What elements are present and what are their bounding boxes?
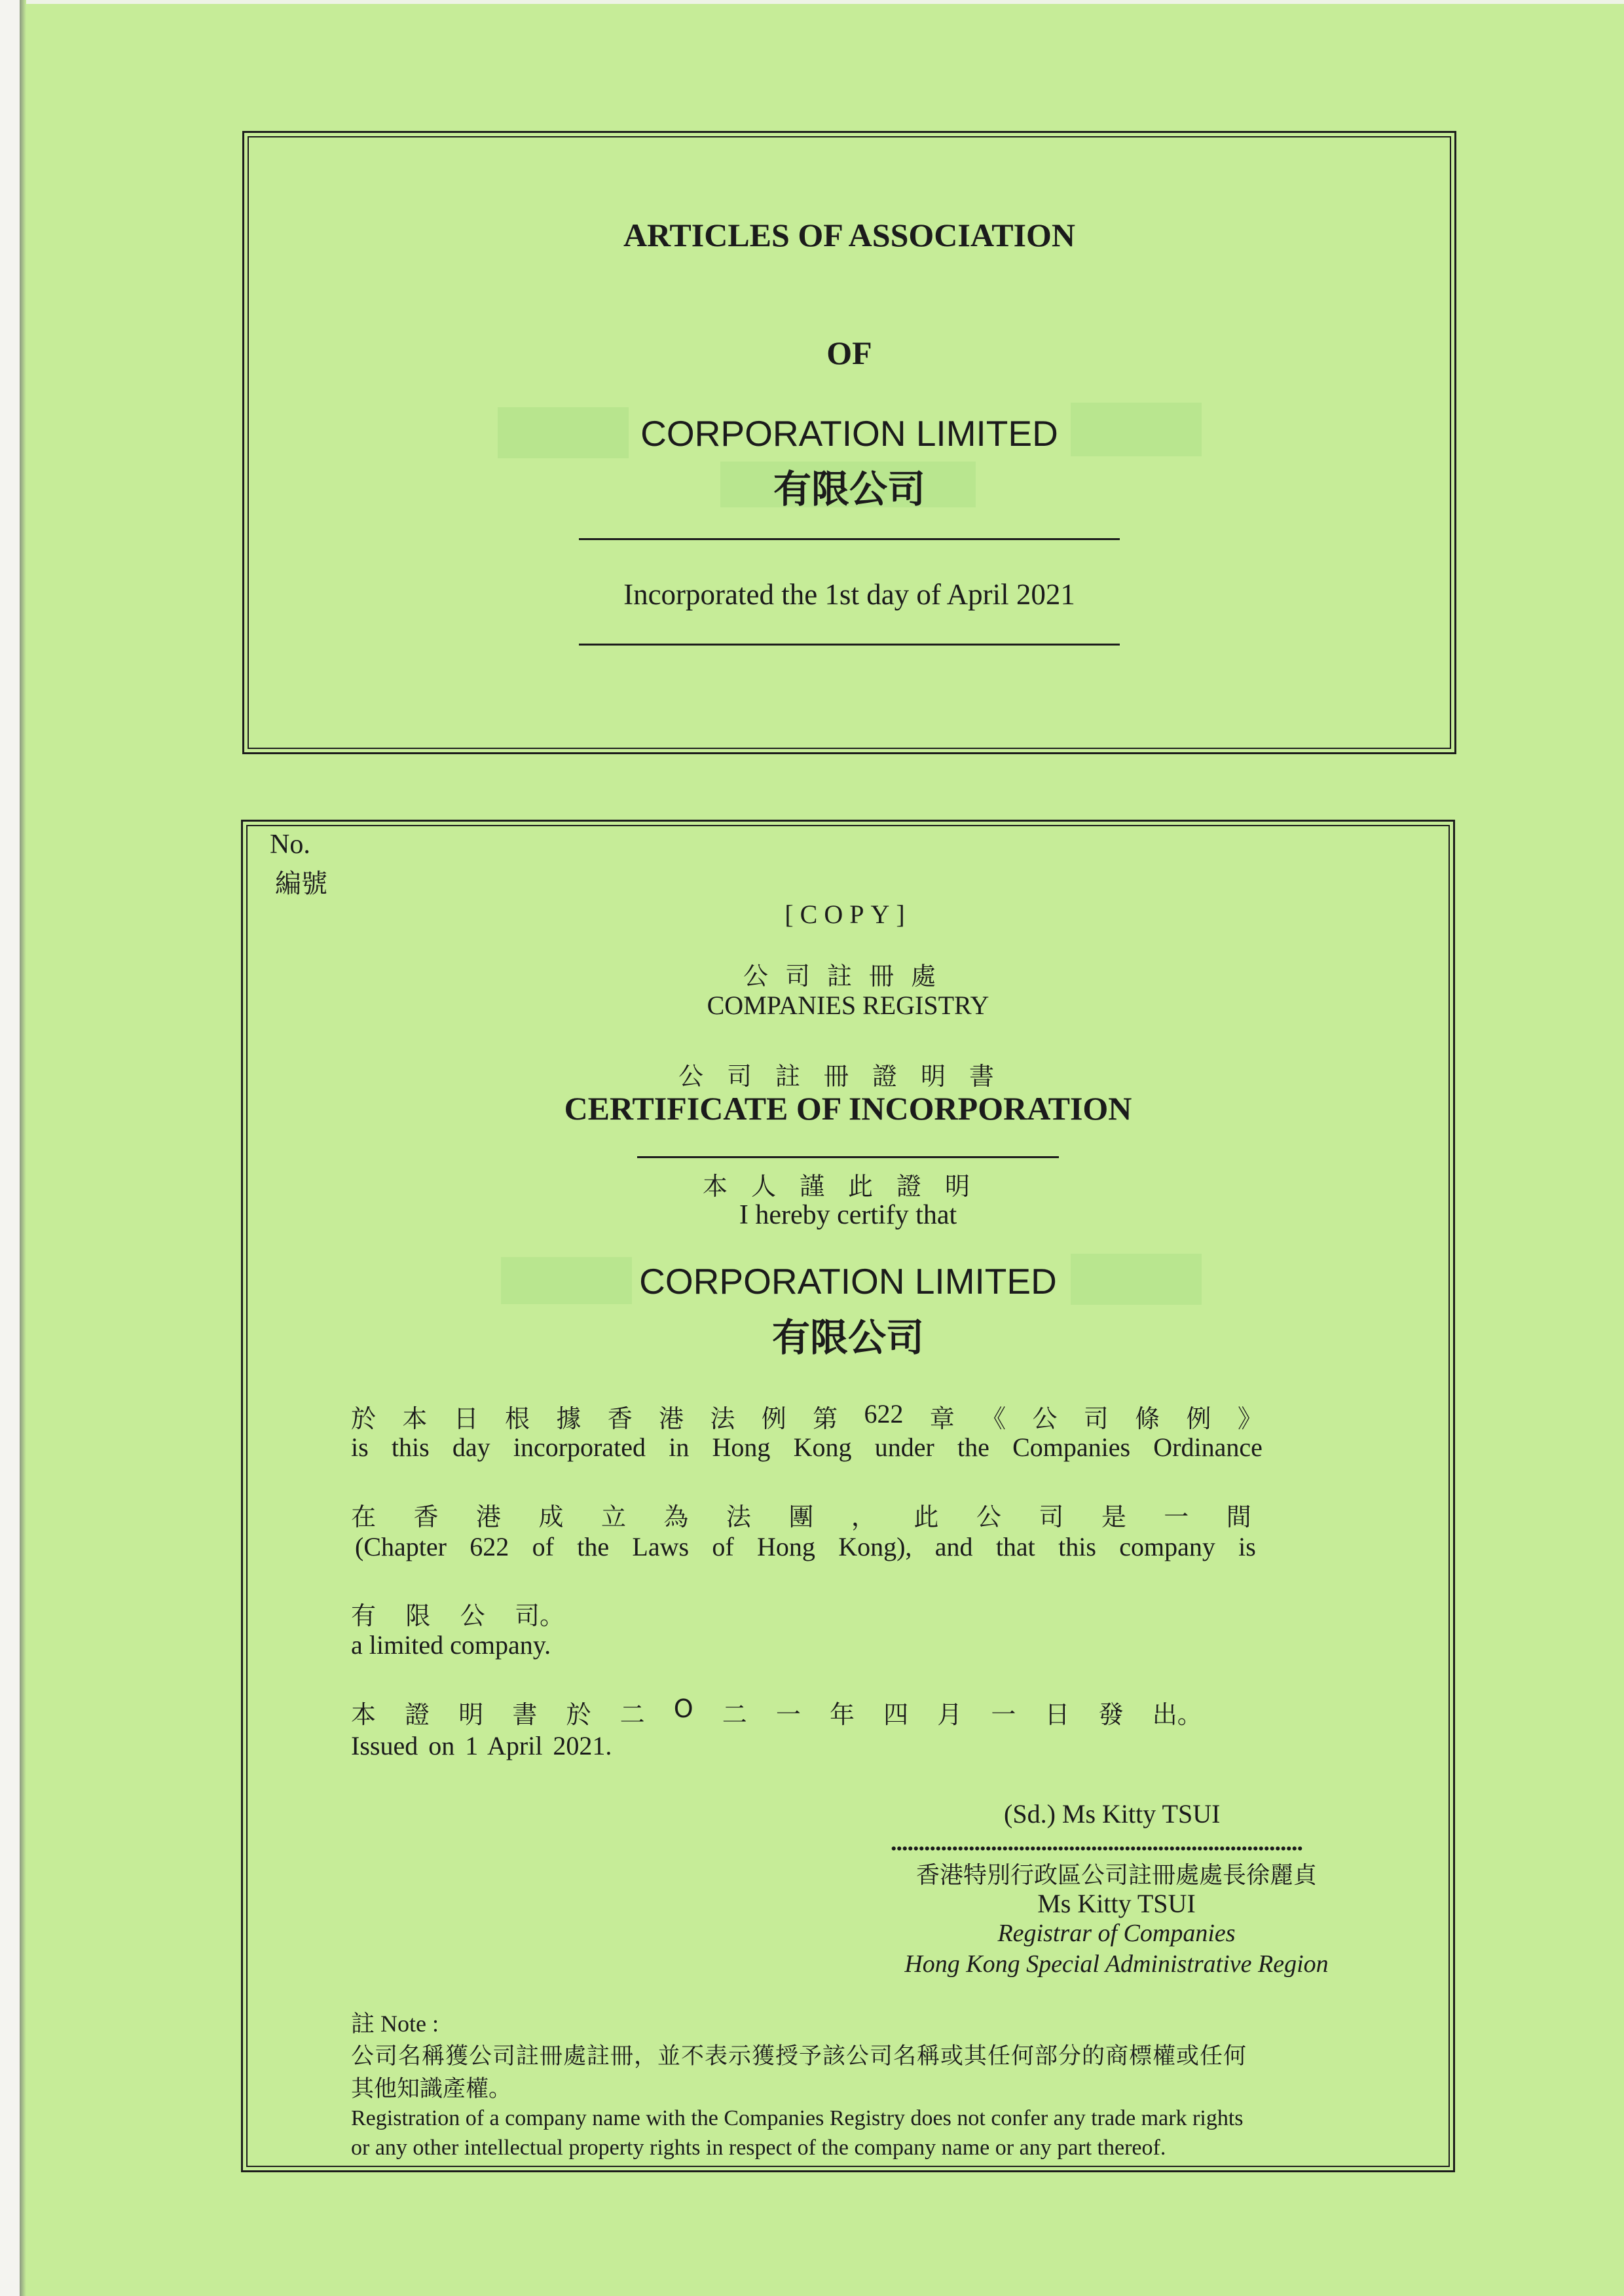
body-word: that xyxy=(995,1532,1035,1561)
body-char: 日 xyxy=(1044,1700,1070,1729)
body-word: under xyxy=(874,1432,934,1462)
body-word: of xyxy=(532,1532,554,1561)
body-word: and xyxy=(934,1532,973,1561)
body-char: 香 xyxy=(413,1503,439,1531)
body-char: 港 xyxy=(659,1404,684,1433)
body-char: 公 xyxy=(460,1601,485,1630)
body-word: Ordinance xyxy=(1153,1432,1263,1462)
body-char: 司。 xyxy=(514,1601,564,1630)
body-word: Kong), xyxy=(838,1532,912,1561)
body-word: the xyxy=(957,1432,989,1462)
body-char: 本 xyxy=(402,1404,428,1433)
registrar-name: Ms Kitty TSUI xyxy=(1037,1889,1196,1918)
body-char: 二 xyxy=(722,1700,747,1729)
body-word: this xyxy=(391,1432,430,1462)
body-char: 二 xyxy=(619,1700,645,1729)
body-word: is xyxy=(1238,1532,1256,1561)
certificate-title-zh: 公司註冊證明書 xyxy=(678,1062,1018,1091)
body-char: 在 xyxy=(351,1503,377,1531)
note-zh-line-2: 其他知識產權。 xyxy=(351,2076,512,2102)
body-word: company xyxy=(1119,1532,1215,1561)
body-char: 司 xyxy=(1039,1503,1064,1531)
body-char: 出。 xyxy=(1152,1700,1202,1729)
body-char: 條 xyxy=(1135,1404,1160,1433)
body-char: 成 xyxy=(538,1503,564,1531)
cert-company-name-en: CORPORATION LIMITED xyxy=(639,1261,1057,1302)
body-char: 一 xyxy=(991,1700,1016,1729)
registry-name-zh: 公司註冊處 xyxy=(743,962,953,991)
body-word: Hong xyxy=(712,1432,771,1462)
body-char: 一 xyxy=(775,1700,801,1729)
body-char: 四 xyxy=(883,1700,909,1729)
body-word: (Chapter xyxy=(355,1532,447,1561)
body-char: 限 xyxy=(405,1601,431,1630)
body-char: 是 xyxy=(1101,1503,1126,1531)
registrar-name-zh: 香港特別行政區公司註冊處處長徐麗貞 xyxy=(915,1862,1317,1889)
body-char: 例 xyxy=(761,1404,786,1433)
body-char: 法 xyxy=(726,1503,751,1531)
articles-company-name-en: CORPORATION LIMITED xyxy=(640,413,1058,454)
articles-company-name-zh: 有限公司 xyxy=(773,467,925,511)
body-char: 第 xyxy=(813,1404,838,1433)
body-char: 此 xyxy=(913,1503,939,1531)
body-char: 團 xyxy=(788,1503,814,1531)
body-word: is xyxy=(351,1432,369,1462)
body-char: 立 xyxy=(600,1503,626,1531)
body-row-2-zh xyxy=(351,1497,1251,1533)
body-row-1-en xyxy=(351,1432,1263,1463)
body-char: 年 xyxy=(830,1700,855,1729)
issued-row-zh xyxy=(351,1694,1202,1730)
paper-top-edge xyxy=(0,0,1624,4)
body-char: O xyxy=(673,1694,693,1723)
registry-name-en: COMPANIES REGISTRY xyxy=(707,991,989,1020)
signature-dots: .......................................................................... xyxy=(891,1829,1302,1856)
body-char: 一 xyxy=(1164,1503,1189,1531)
body-char: 間 xyxy=(1226,1503,1251,1531)
body-word: this xyxy=(1058,1532,1096,1561)
articles-rule-bottom xyxy=(579,644,1120,646)
note-zh-line-1: 公司名稱獲公司註冊處註冊，並不表示獲授予該公司名稱或其任何部分的商標權或任何 xyxy=(351,2043,1247,2069)
body-char: 本 xyxy=(351,1700,377,1729)
body-char: 例 xyxy=(1186,1404,1211,1433)
number-label: No. xyxy=(270,829,310,860)
certify-en: I hereby certify that xyxy=(739,1200,957,1230)
body-char: 書 xyxy=(512,1700,538,1729)
articles-of: OF xyxy=(826,335,872,371)
body-word: the xyxy=(577,1532,610,1561)
body-row-2-en xyxy=(355,1531,1256,1562)
copy-mark: [COPY] xyxy=(784,900,912,929)
body-word: incorporated xyxy=(513,1432,646,1462)
body-word: Kong xyxy=(793,1432,852,1462)
body-word: Companies xyxy=(1012,1432,1131,1462)
body-char: 證 xyxy=(405,1700,430,1729)
limited-row-zh xyxy=(351,1595,564,1631)
note-en-line-1: Registration of a company name with the Companies Registry does not confer any trade mark rights xyxy=(351,2106,1244,2130)
body-word: Laws xyxy=(632,1532,690,1561)
articles-rule-top xyxy=(579,538,1120,540)
body-char: 法 xyxy=(710,1404,735,1433)
cert-company-name-zh: 有限公司 xyxy=(771,1315,924,1360)
signature: (Sd.) Ms Kitty TSUI xyxy=(1004,1799,1221,1829)
body-word: of xyxy=(712,1532,734,1561)
body-char: 港 xyxy=(475,1503,501,1531)
body-char: 明 xyxy=(458,1700,484,1729)
articles-incorporated: Incorporated the 1st day of April 2021 xyxy=(623,578,1075,611)
certificate-title-en: CERTIFICATE OF INCORPORATION xyxy=(564,1090,1132,1127)
body-char: 公 xyxy=(1032,1404,1058,1433)
certify-zh: 本人謹此證明 xyxy=(702,1172,993,1201)
number-label-zh: 編號 xyxy=(275,869,327,899)
body-char: 於 xyxy=(566,1700,591,1729)
body-char: 章 xyxy=(929,1404,955,1433)
note-label: 註 Note : xyxy=(351,2011,439,2037)
body-char: 公 xyxy=(976,1503,1001,1531)
registrar-title: Registrar of Companies xyxy=(997,1920,1236,1947)
body-char: 622 xyxy=(864,1399,904,1429)
body-row-1-zh xyxy=(351,1398,1263,1434)
body-char: 》 xyxy=(1237,1404,1263,1433)
body-word: 622 xyxy=(470,1532,509,1561)
paper-left-edge xyxy=(0,0,26,2296)
body-word: day xyxy=(452,1432,490,1462)
body-char: 根 xyxy=(505,1404,530,1433)
issued-en: Issued on 1 April 2021. xyxy=(351,1731,612,1760)
body-char: 為 xyxy=(663,1503,689,1531)
body-char: 有 xyxy=(351,1601,377,1630)
body-char: 發 xyxy=(1098,1700,1124,1729)
body-word: Hong xyxy=(757,1532,815,1561)
body-char: 日 xyxy=(453,1404,479,1433)
body-char: 司 xyxy=(1083,1404,1109,1433)
registrar-region: Hong Kong Special Administrative Region xyxy=(904,1950,1329,1978)
body-char: 月 xyxy=(937,1700,963,1729)
body-word: in xyxy=(669,1432,690,1462)
body-char: 於 xyxy=(351,1404,377,1433)
articles-heading: ARTICLES OF ASSOCIATION xyxy=(623,217,1076,253)
certificate-title-rule xyxy=(637,1156,1059,1158)
limited-en: a limited company. xyxy=(351,1630,551,1660)
body-char: 據 xyxy=(556,1404,581,1433)
body-char: 《 xyxy=(981,1404,1006,1433)
note-en-line-2: or any other intellectual property rights in respect of the company name or any part thereof. xyxy=(351,2136,1166,2160)
body-char: ， xyxy=(851,1503,876,1531)
body-char: 香 xyxy=(607,1404,633,1433)
